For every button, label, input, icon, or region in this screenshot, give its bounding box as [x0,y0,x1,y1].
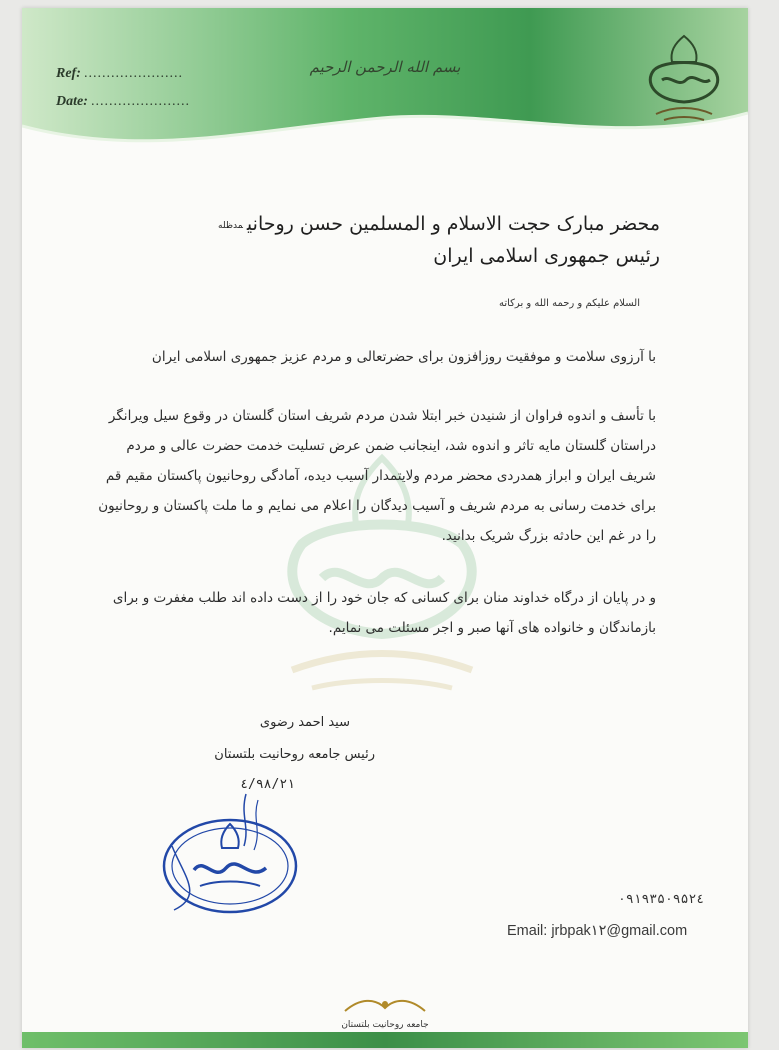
footer-band [22,1032,748,1048]
addressee-name: محضر مبارک حجت الاسلام و المسلمین حسن روحانی [246,213,660,235]
date-label: Date: [56,94,88,109]
letter-page [22,8,748,1048]
footer-ornament-icon [340,996,430,1016]
footer-text: جامعه روحانیت بلتستان [341,1020,429,1030]
ref-label: Ref: [56,66,81,81]
ref-field [56,66,183,82]
addressee-line-1 [218,213,660,235]
date-field [56,94,190,110]
greeting: السلام علیکم و رحمه الله و برکاته [498,298,640,309]
addressee-honor: مدظله [218,221,243,231]
email-address: Email: jrbpak۱۲@gmail.com [507,923,688,939]
emblem-icon [634,30,734,130]
seal-icon [154,786,304,926]
signer-name: سید احمد رضوی [259,715,350,730]
paragraph-1: با آرزوی سلامت و موفقیت روزافزون برای حضرتعالی و مردم عزیز جمهوری اسلامی ایران [151,349,656,365]
paragraph-2: با تأسف و اندوه فراوان از شنیدن خبر ابتلا شدن مردم شریف استان گلستان در وقوع سیل ویرانگر دراستان گلستان مایه تاثر و اندوه شد، اینجانب ضمن عرض تسلیت خدمت حضرت عالی و مردم شریف ایران و ابراز همدردی محضر مردم ولایتمدار آسیب دیده، آمادگی روحانیون پاکستان مقیم قم برای خدمت رسانی به مردم شریف و آسیب دیدگان را اعلام می نمایم و ما ملت پاکستان و روحانیون را در غم این حادثه بزرگ شریک بدانید. [98,408,656,544]
paragraph-3: و در پایان از درگاه خداوند منان برای کسانی که جان خود را از دست داده اند طلب مغفرت و برای بازماندگان و خانواده های آنها صبر و اجر مسئلت می نمایم. [112,590,656,636]
ref-dots: ...................... [84,66,184,81]
bismillah: بسم الله الرحمن الرحيم [309,58,461,76]
signature-date: ۹۸/۲۱/٤ [240,777,295,792]
phone-number: ۰۹۱۹۳۵۰۹۵۲٤ [618,892,705,907]
signer-title: رئیس جامعه روحانیت بلتستان [214,747,375,762]
date-dots: ...................... [91,94,191,109]
addressee-line-2: رئیس جمهوری اسلامی ایران [433,245,660,267]
